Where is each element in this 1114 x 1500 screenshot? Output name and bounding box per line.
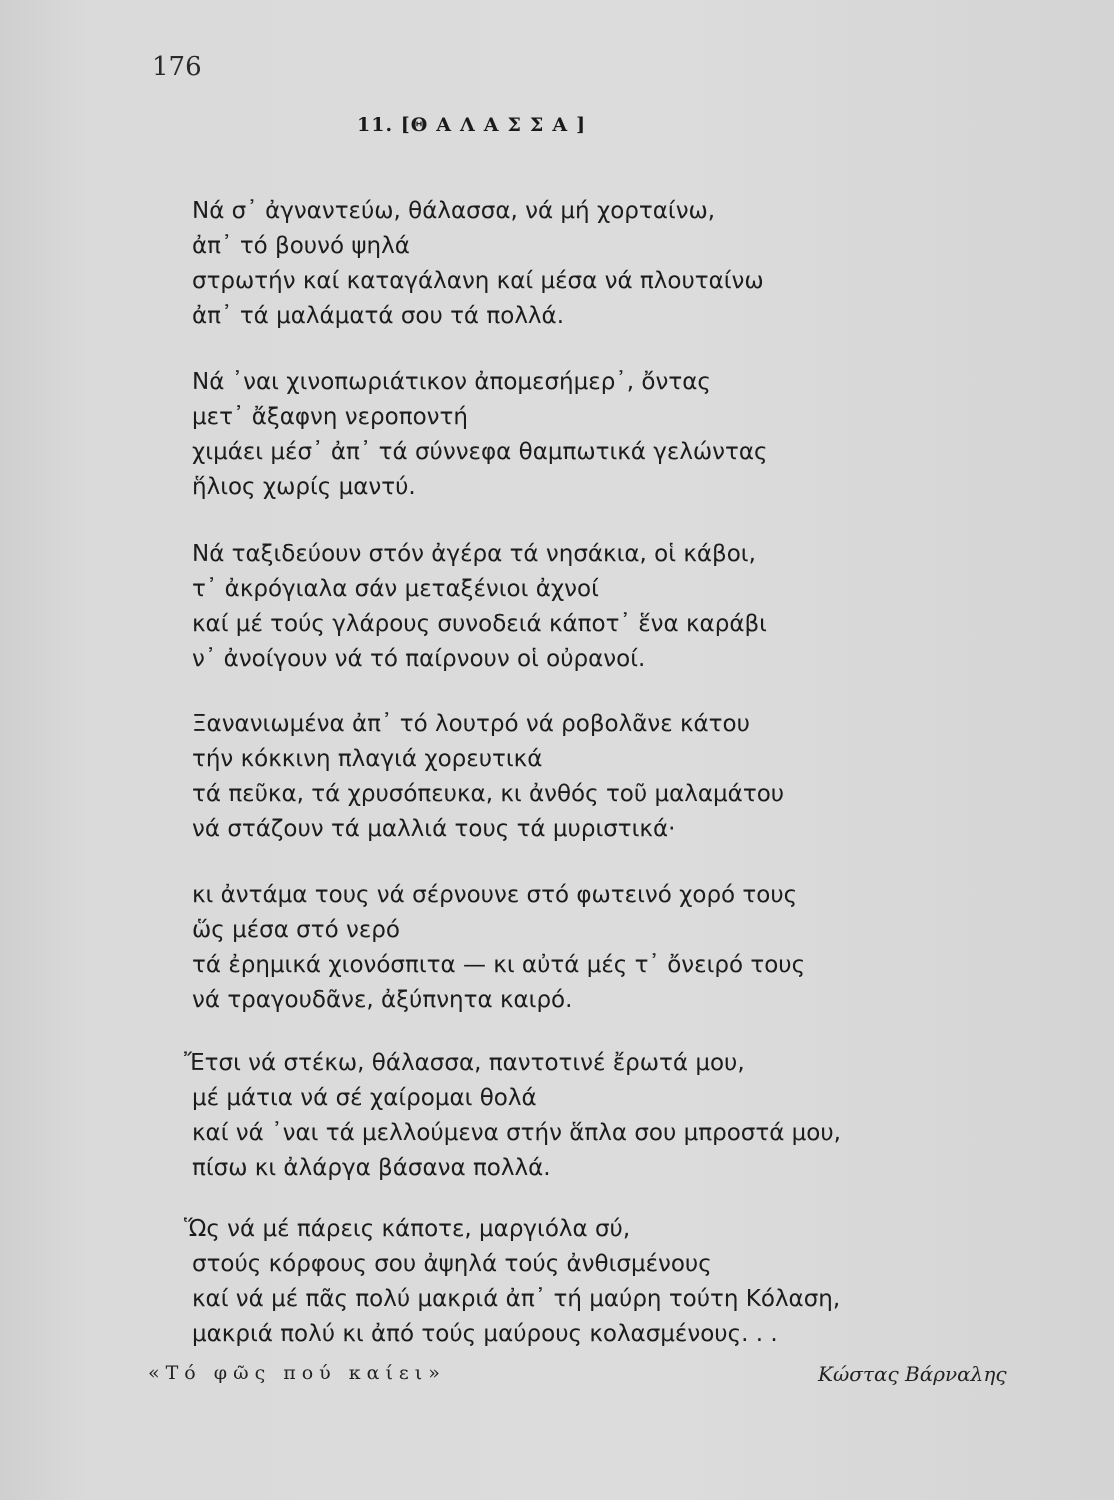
verse-line: στρωτήν καί καταγάλανη καί μέσα νά πλουταίνω bbox=[192, 268, 764, 294]
source-collection: «Τό φῶς πού καίει» bbox=[148, 1362, 446, 1384]
verse-line: Ξανανιωμένα ἀπ᾽ τό λουτρό νά ροβολᾶνε κάτου bbox=[192, 711, 750, 737]
verse-line: νά στάζουν τά μαλλιά τους τά μυριστικά· bbox=[192, 816, 676, 842]
verse-line: ἀπ᾽ τά μαλάματά σου τά πολλά. bbox=[192, 303, 565, 329]
verse-line: Νά ταξιδεύουν στόν ἀγέρα τά νησάκια, οἱ κάβοι, bbox=[192, 541, 756, 567]
author-name: Κώστας Βάρναλης bbox=[818, 1362, 1007, 1386]
verse-line: ἀπ᾽ τό βουνό ψηλά bbox=[192, 233, 410, 259]
verse-line: τά πεῦκα, τά χρυσόπευκα, κι ἀνθός τοῦ μαλαμάτου bbox=[192, 781, 785, 807]
verse-line: μακριά πολύ κι ἀπό τούς μαύρους κολασμένους. . . bbox=[192, 1321, 778, 1347]
poem-number: 11. bbox=[357, 114, 394, 136]
title-bracket-open: [ bbox=[400, 114, 411, 136]
poem-name: ΘΑΛΑΣΣΑ bbox=[410, 114, 577, 136]
page-number: 176 bbox=[152, 52, 202, 82]
verse-line: Ὥς νά μέ πάρεις κάποτε, μαργιόλα σύ, bbox=[184, 1216, 631, 1242]
title-bracket-close: ] bbox=[576, 114, 587, 136]
verse-line: πίσω κι ἀλάργα βάσανα πολλά. bbox=[192, 1155, 551, 1181]
verse-line: στούς κόρφους σου ἀψηλά τούς ἀνθισμένους bbox=[192, 1251, 712, 1277]
verse-line: μετ᾽ ἄξαφνη νεροποντή bbox=[192, 404, 468, 430]
verse-line: ἥλιος χωρίς μαντύ. bbox=[192, 474, 416, 500]
verse-line: Ἔτσι νά στέκω, θάλασσα, παντοτινέ ἔρωτά μου, bbox=[184, 1050, 745, 1076]
verse-line: Νά ᾽ναι χινοπωριάτικον ἀπομεσήμερ᾽, ὄντας bbox=[192, 369, 711, 395]
verse-line: καί μέ τούς γλάρους συνοδειά κάποτ᾽ ἕνα καράβι bbox=[192, 611, 767, 637]
verse-line: μέ μάτια νά σέ χαίρομαι θολά bbox=[192, 1085, 537, 1111]
verse-line: χιμάει μέσ᾽ ἀπ᾽ τά σύννεφα θαμπωτικά γελώντας bbox=[192, 439, 768, 465]
verse-line: ν᾽ ἀνοίγουν νά τό παίρνουν οἱ οὐρανοί. bbox=[192, 646, 646, 672]
verse-line: ὥς μέσα στό νερό bbox=[192, 917, 400, 943]
verse-line: τήν κόκκινη πλαγιά χορευτικά bbox=[192, 746, 543, 772]
verse-line: νά τραγουδᾶνε, ἀξύπνητα καιρό. bbox=[192, 987, 573, 1013]
verse-line: καί νά μέ πᾶς πολύ μακριά ἀπ᾽ τή μαύρη τούτη Κόλαση, bbox=[192, 1286, 841, 1312]
poem-title bbox=[357, 114, 586, 136]
verse-line: καί νά ᾽ναι τά μελλούμενα στήν ἅπλα σου μπροστά μου, bbox=[192, 1120, 841, 1146]
verse-line: τά ἐρημικά χιονόσπιτα — κι αὐτά μές τ᾽ ὄνειρό τους bbox=[192, 952, 806, 978]
verse-line: τ᾽ ἀκρόγιαλα σάν μεταξένιοι ἀχνοί bbox=[192, 576, 599, 602]
verse-line: κι ἀντάμα τους νά σέρνουνε στό φωτεινό χορό τους bbox=[192, 882, 798, 908]
verse-line: Νά σ᾽ ἀγναντεύω, θάλασσα, νά μή χορταίνω, bbox=[192, 198, 716, 224]
